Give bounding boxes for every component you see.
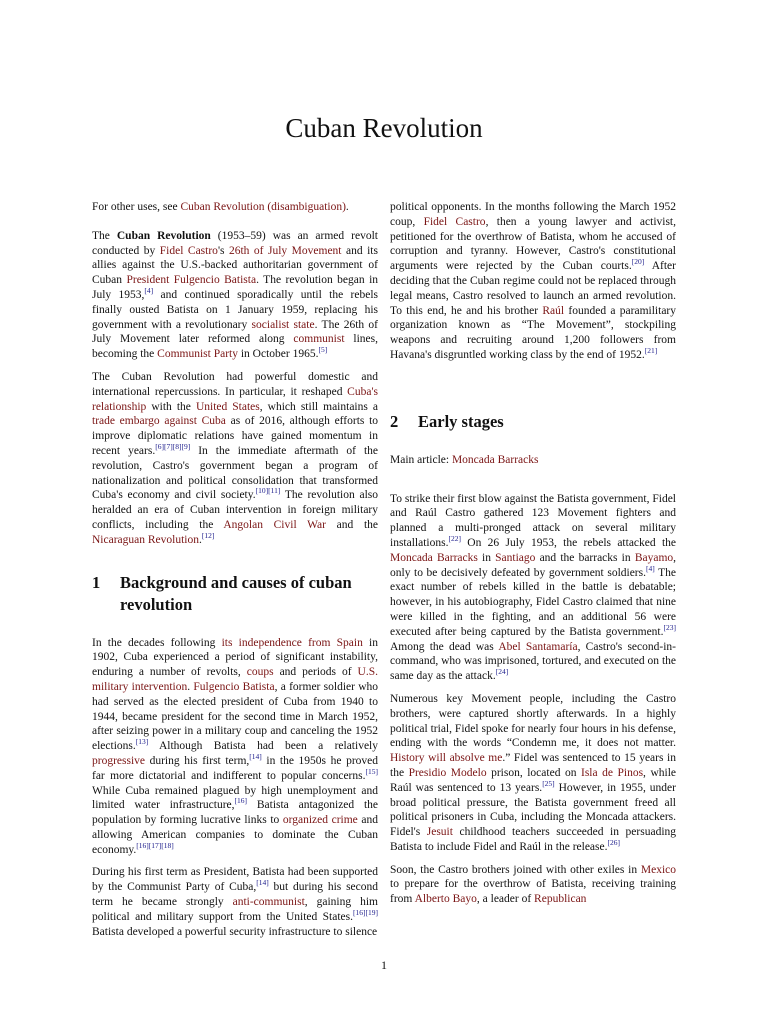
text-run: 's: [217, 244, 229, 257]
wiki-link[interactable]: Bayamo: [634, 551, 674, 564]
text-run: and the barracks in: [535, 551, 635, 564]
section-title: Early stages: [418, 411, 504, 431]
wiki-link[interactable]: Cuba's relationship: [92, 385, 378, 413]
wiki-link[interactable]: 26th of July Movement: [228, 244, 342, 257]
paragraph: [92, 865, 378, 939]
text-run: , while Raúl was sentenced to 13 years.: [390, 766, 676, 794]
text-run: (1953–59) was an armed revolt conducted by: [92, 229, 378, 257]
text-run: childhood teachers succeeded in persuading Batista to include Fidel and Raúl in the release.: [390, 826, 677, 853]
paragraph: [92, 370, 378, 548]
wiki-link[interactable]: Fidel Castro: [159, 244, 218, 257]
text-run: with the: [146, 400, 196, 413]
citation-ref[interactable]: [23]: [663, 622, 676, 632]
wiki-link[interactable]: U.S. military intervention: [92, 666, 378, 693]
hatnote-link[interactable]: Cuban Revolution (disambiguation): [180, 201, 346, 213]
wiki-link[interactable]: anti-communist: [232, 896, 305, 909]
wiki-link[interactable]: Jesuit: [426, 826, 453, 839]
left-column: [92, 200, 378, 939]
text-run: , which still maintains a: [259, 400, 378, 413]
text-run: and the: [325, 518, 378, 531]
citation-ref[interactable]: [16][17][18]: [136, 840, 174, 850]
wiki-link[interactable]: socialist state: [251, 318, 315, 331]
wiki-link[interactable]: Mexico: [640, 863, 676, 876]
right-column: [390, 200, 676, 915]
text-run: , gaining him political and military support from the United States.: [92, 896, 378, 923]
text-run: However, in 1955, under broad political pressure, the Batista government freed all political prisoners in Cuba, including the Moncada attackers. Fidel's: [390, 781, 676, 839]
main-article-prefix: Main article:: [390, 453, 452, 466]
wiki-link[interactable]: communist: [293, 333, 345, 346]
section-title: Background and causes of cuban revolution: [120, 572, 352, 614]
bold-term: Cuban Revolution: [116, 229, 211, 242]
paragraph: [390, 863, 676, 907]
text-run: , then a young lawyer and activist, petitioned for the overthrow of Batista, whom he accused of corruption and tyranny. However, Castro's constitutional arguments were rejected by the Cuban courts.: [390, 215, 677, 273]
wiki-link[interactable]: Communist Party: [157, 348, 238, 361]
text-run: The revolution also heralded an era of Cuban intervention in foreign military conflicts, including the: [92, 489, 378, 531]
hatnote-suffix: .: [345, 201, 349, 213]
text-run: , a leader of: [476, 893, 535, 906]
text-run: , only to be decisively defeated by government soldiers.: [390, 551, 677, 579]
text-run: political opponents. In the months following the March 1952 coup,: [390, 201, 676, 228]
text-run: Soon, the Castro brothers joined with other exiles in: [390, 863, 641, 876]
citation-ref[interactable]: [16]: [234, 796, 248, 806]
wiki-link[interactable]: Presidio Modelo: [408, 766, 487, 779]
text-run: in October 1965.: [237, 348, 319, 361]
wiki-link[interactable]: coups: [246, 666, 274, 679]
text-run: during his first term,: [145, 754, 250, 767]
text-run: in the 1950s he proved far more dictatorial and indifferent to popular concerns.: [92, 754, 378, 782]
section-heading-background: [92, 572, 378, 616]
text-run: After deciding that the Cuban regime could not be replaced through legal means, Castro resolved to launch an armed revolution. To this end, he and his brother: [390, 260, 676, 317]
text-run: and continued sporadically until the rebels finally ousted Batista on 1 January 1959, replacing his government with a revolutionary: [92, 288, 379, 331]
wiki-link[interactable]: Fidel Castro: [423, 215, 486, 228]
text-run: and periods of: [273, 666, 358, 679]
text-run: prison, located on: [486, 766, 581, 779]
text-run: .: [187, 680, 194, 693]
wiki-link[interactable]: President Fulgencio Batista: [126, 274, 257, 287]
citation-ref[interactable]: [10][11]: [255, 486, 281, 496]
wiki-link[interactable]: Nicaraguan Revolution: [92, 533, 199, 546]
paragraph: [390, 492, 676, 684]
wiki-link[interactable]: Santiago: [495, 551, 536, 564]
section-number: 1: [92, 572, 101, 592]
text-run: and allowing American companies to dominate the Cuban economy.: [92, 814, 379, 856]
text-run: Numerous key Movement people, including the Castro brothers, were captured shortly afterwards. In a highly political trial, Fidel spoke for nearly four hours in his defense, ending with the words “Condemn me, it does not matter.: [390, 692, 676, 750]
wiki-link[interactable]: Republican: [534, 893, 587, 906]
citation-ref[interactable]: [24]: [495, 667, 509, 677]
text-run: .: [198, 533, 202, 546]
wiki-link[interactable]: Fulgencio Batista: [193, 680, 275, 693]
citation-ref[interactable]: [16][19]: [353, 908, 378, 918]
citation-ref[interactable]: [25]: [542, 778, 555, 788]
citation-ref[interactable]: [5]: [318, 345, 328, 355]
citation-ref[interactable]: [13]: [135, 737, 149, 747]
section-heading-early-stages: [390, 411, 676, 433]
citation-ref[interactable]: [26]: [607, 838, 620, 848]
citation-ref[interactable]: [14]: [249, 752, 262, 762]
main-article-note: [390, 453, 676, 468]
wiki-link[interactable]: Moncada Barracks: [390, 551, 478, 564]
main-article-link[interactable]: Moncada Barracks: [451, 453, 539, 466]
text-run: as of 2016, although efforts to improve diplomatic relations have gained momentum in recent years.: [92, 415, 379, 457]
text-run: The Cuban Revolution had powerful domestic and international repercussions. In particular, it reshaped: [92, 370, 378, 398]
wiki-link[interactable]: History will absolve me: [390, 752, 503, 765]
text-run: lines, becoming the: [92, 333, 378, 361]
citation-ref[interactable]: [4]: [144, 286, 154, 296]
wiki-link[interactable]: organized crime: [282, 814, 358, 827]
page-number: 1: [381, 958, 387, 972]
paragraph: [92, 229, 378, 362]
text-run: The: [92, 229, 117, 242]
wiki-link[interactable]: Isla de Pinos: [580, 766, 644, 779]
wiki-link[interactable]: its independence from Spain: [221, 636, 363, 649]
wiki-link[interactable]: progressive: [92, 754, 146, 767]
text-run: , a former soldier who had served as the elected president of Cuba from 1940 to 1944, became president for the second time in March 1952, after seizing power in a military coup and canceling the 1952 elections.: [92, 680, 379, 753]
text-run: To strike their first blow against the Batista government, Fidel and Raúl Castro gathered 123 Movement fighters and planned a multi-pronged attack on several military installations.: [390, 492, 677, 549]
text-run: The exact number of rebels killed in the battle is debatable; however, in his autobiography, Fidel Castro claimed that nine were killed in the fighting, and an additional 56 were executed after being captured by the Batista government.: [390, 566, 677, 638]
citation-ref[interactable]: [14]: [256, 878, 269, 888]
text-run: , Castro's second-in-command, who was imprisoned, tortured, and executed on the same day as the attack.: [390, 640, 676, 683]
text-run: Among the dead was: [390, 640, 499, 653]
wiki-link[interactable]: Alberto Bayo: [414, 893, 477, 906]
text-run: In the immediate aftermath of the revolution, Castro's government began a program of nationalization and political consolidation that transformed Cuba's economy and civil society.: [92, 444, 378, 502]
text-run: On 26 July 1953, the rebels attacked the: [460, 536, 676, 549]
wiki-link[interactable]: United States: [195, 400, 260, 413]
wiki-link[interactable]: Angolan Civil War: [223, 518, 326, 531]
text-run: founded a paramilitary organization known as “The Movement”, stockpiling weapons and recruiting around 1,200 followers from Havana's disgruntled working class by the end of 1952.: [390, 304, 676, 361]
text-run: . The revolution began in July 1953,: [92, 274, 379, 301]
citation-ref[interactable]: [22]: [448, 534, 461, 544]
citation-ref[interactable]: [20]: [631, 257, 645, 267]
text-run: in 1902, Cuba experienced a period of significant instability, enduring a number of revolts,: [92, 636, 378, 679]
text-run: but during his second term he became strongly: [92, 881, 379, 909]
hatnote: [92, 200, 378, 215]
paragraph: [390, 692, 676, 855]
wiki-link[interactable]: trade embargo against Cuba: [92, 415, 226, 428]
page-title: Cuban Revolution: [285, 113, 483, 143]
text-run: During his first term as President, Batista had been supported by the Communist Party of Cuba,: [92, 866, 378, 894]
text-run: and its allies against the U.S.-backed authoritarian government of Cuban: [92, 244, 378, 287]
text-run: to prepare for the overthrow of Batista, receiving training from: [390, 878, 676, 906]
wiki-link[interactable]: Raúl: [542, 304, 565, 317]
text-run: Although Batista had been a relatively: [148, 740, 378, 753]
hatnote-prefix: For other uses, see: [92, 201, 181, 213]
text-run: .” Fidel was sentenced to 15 years in the: [390, 752, 676, 779]
text-run: in: [477, 551, 496, 564]
paragraph: [92, 636, 378, 858]
citation-ref[interactable]: [21]: [644, 346, 658, 356]
citation-ref[interactable]: [6][7][8][9]: [155, 442, 191, 452]
wiki-link[interactable]: Abel Santamaría: [498, 640, 578, 653]
text-run: While Cuba remained plagued by high unemployment and limited water infrastructure,: [92, 784, 378, 812]
text-run: Batista antagonized the population by forming lucrative links to: [92, 799, 379, 827]
text-run: Batista developed a powerful security infrastructure to silence: [92, 925, 378, 938]
section-number: 2: [390, 411, 399, 431]
citation-ref[interactable]: [15]: [365, 766, 378, 776]
citation-ref[interactable]: [4]: [646, 563, 655, 573]
paragraph-continued: [390, 200, 676, 363]
text-run: In the decades following: [92, 636, 222, 649]
citation-ref[interactable]: [12]: [201, 530, 215, 540]
text-run: . The 26th of July Movement later reformed along: [92, 318, 378, 346]
